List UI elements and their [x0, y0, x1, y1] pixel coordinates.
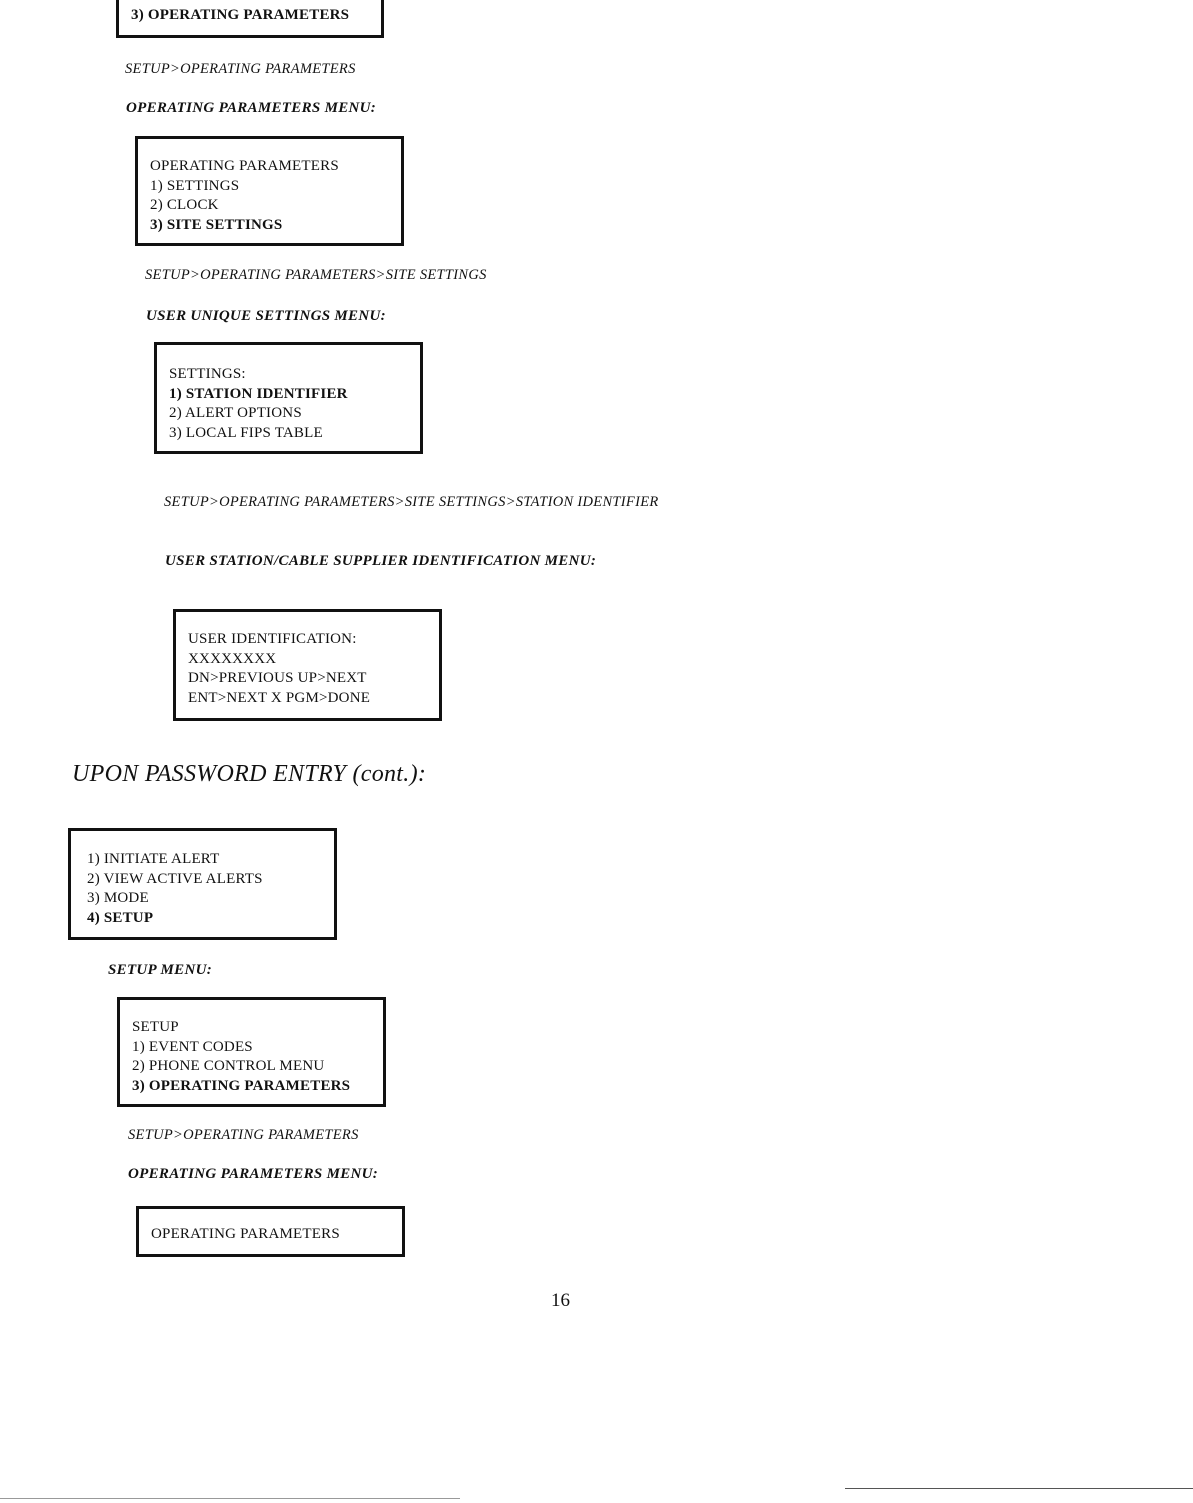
display-line: ENT>NEXT X PGM>DONE	[188, 689, 371, 706]
menu-title: SETUP MENU:	[108, 962, 213, 978]
display-line: OPERATING PARAMETERS	[151, 1226, 340, 1242]
page-number: 16	[551, 1290, 570, 1311]
display-line: 1) EVENT CODES	[132, 1038, 253, 1055]
display-line: 2) ALERT OPTIONS	[169, 405, 302, 421]
menu-path: SETUP>OPERATING PARAMETERS>SITE SETTINGS	[145, 267, 487, 283]
menu-path: SETUP>OPERATING PARAMETERS	[125, 61, 356, 77]
menu-title: USER STATION/CABLE SUPPLIER IDENTIFICATION MENU:	[165, 553, 597, 569]
setup-display	[117, 997, 386, 1107]
menu-title: OPERATING PARAMETERS MENU:	[128, 1166, 379, 1182]
display-line: XXXXXXXX	[188, 650, 277, 667]
display-line: USER IDENTIFICATION:	[188, 631, 357, 647]
menu-path: SETUP>OPERATING PARAMETERS>SITE SETTINGS>STATION IDENTIFIER	[164, 494, 659, 510]
settings-display	[154, 342, 423, 454]
main-menu-display	[68, 828, 337, 940]
display-line: 1) SETTINGS	[150, 177, 240, 194]
menu-title: OPERATING PARAMETERS MENU:	[126, 100, 377, 116]
user-identification-display	[173, 609, 442, 721]
operating-parameters-display-partial	[136, 1206, 405, 1257]
display-line: 2) VIEW ACTIVE ALERTS	[87, 870, 263, 887]
top-display-box	[116, 0, 384, 38]
top-box-label: 3) OPERATING PARAMETERS	[131, 7, 350, 23]
display-line: 2) PHONE CONTROL MENU	[132, 1058, 325, 1074]
operating-parameters-display	[135, 136, 404, 246]
display-line: SETTINGS:	[169, 366, 246, 382]
display-line-selected: 3) OPERATING PARAMETERS	[132, 1077, 351, 1094]
scan-artifact-line	[0, 1498, 460, 1499]
section-heading: UPON PASSWORD ENTRY (cont.):	[72, 761, 427, 787]
display-line-selected: 4) SETUP	[87, 909, 154, 926]
display-line-selected: 3) SITE SETTINGS	[150, 216, 283, 233]
menu-title: USER UNIQUE SETTINGS MENU:	[146, 308, 386, 324]
display-line: 3) LOCAL FIPS TABLE	[169, 424, 323, 441]
display-line: SETUP	[132, 1019, 179, 1035]
display-line: 2) CLOCK	[150, 197, 219, 213]
display-line: 1) INITIATE ALERT	[87, 851, 220, 867]
display-line: DN>PREVIOUS UP>NEXT	[188, 670, 367, 686]
scan-artifact-line	[845, 1488, 1193, 1489]
menu-path: SETUP>OPERATING PARAMETERS	[128, 1127, 359, 1143]
display-line: 3) MODE	[87, 890, 149, 906]
display-line-selected: 1) STATION IDENTIFIER	[169, 385, 348, 402]
display-line: OPERATING PARAMETERS	[150, 158, 339, 174]
